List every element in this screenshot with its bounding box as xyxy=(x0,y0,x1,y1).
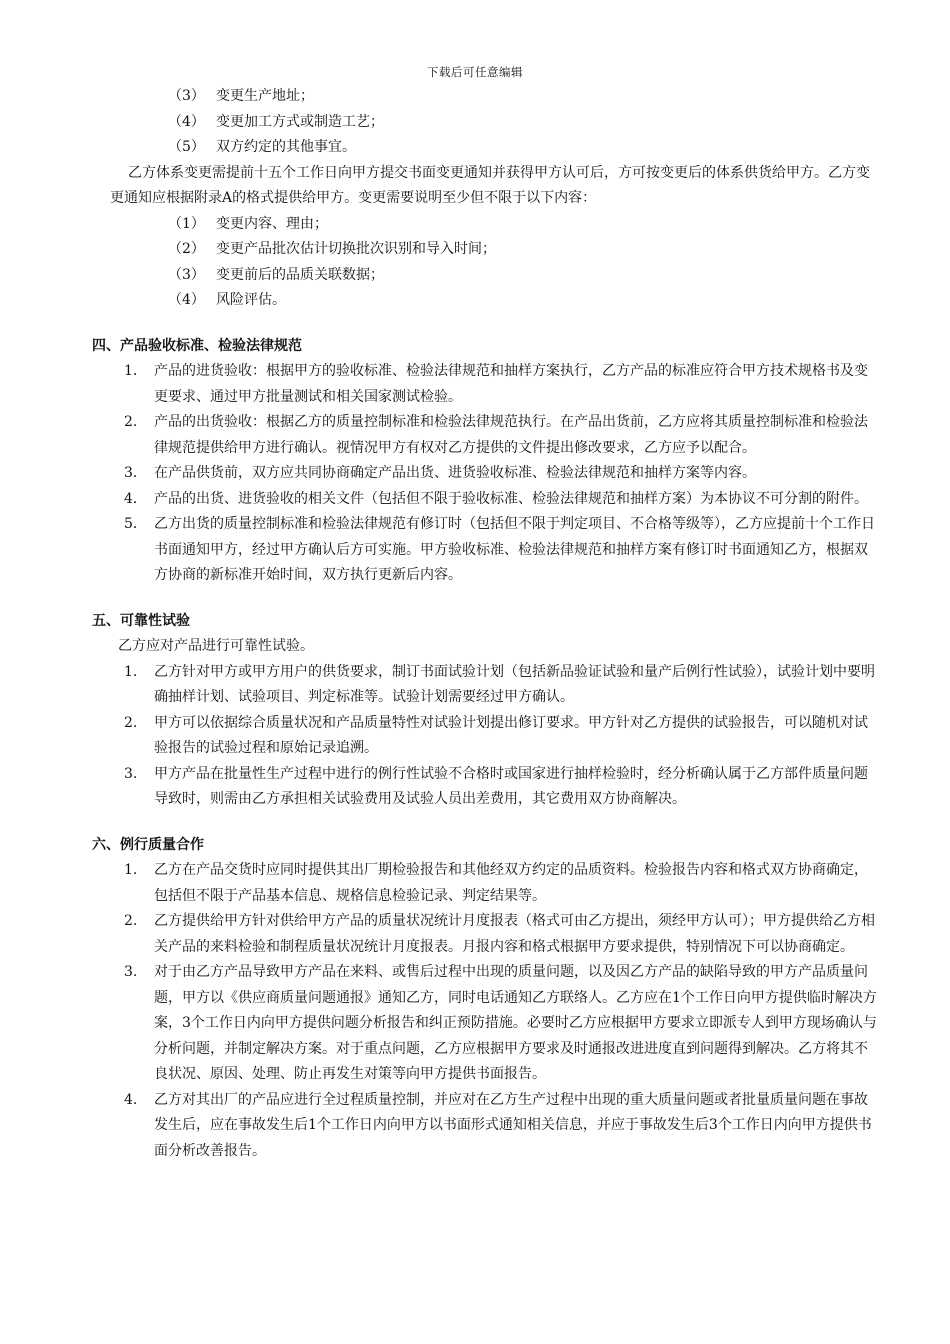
section-heading: 四、产品验收标准、检验法律规范 xyxy=(92,337,302,354)
list-item: 1. 乙方针对甲方或甲方用户的供货要求，制订书面试验计划（包括新品验证试验和量产后例行性试验），试验计划中要明确抽样计划、试验项目、判定标准等。试验计划需要经过甲方确认。 xyxy=(124,663,875,705)
list-item: 1． 产品的进货验收：根据甲方的验收标准、检验法律规范和抽样方案执行，乙方产品的标准应符合甲方技术规格书及变更要求、通过甲方批量测试和相关国家测试检验。 xyxy=(124,363,868,405)
document-body xyxy=(92,84,880,1164)
list-item: 3. 对于由乙方产品导致甲方产品在来料、或售后过程中出现的质量问题，以及因乙方产品的缺陷导致的甲方产品质量问题，甲方以《供应商质量问题通报》通知乙方，同时电话通知乙方联络人。乙方应在1个工作日向甲方提供临时解决方案，3个工作日内向甲方提供问题分析报告和纠正预防措施。必要时乙方应根据甲方要求立即派专人到甲方现场确认与分析问题，并制定解决方案。对于重点问题，乙方应根据甲方要求及时通报改进进度直到问题得到解决。乙方将其不良状况、原因、处理、防止再发生对策等向甲方提供书面报告。 xyxy=(124,964,877,1082)
list-item: （3） 变更前后的品质关联数据； xyxy=(168,266,384,283)
list-item: 2. 甲方可以依据综合质量状况和产品质量特性对试验计划提出修订要求。甲方针对乙方提供的试验报告，可以随机对试验报告的试验过程和原始记录追溯。 xyxy=(124,714,868,756)
list-item: （1） 变更内容、理由； xyxy=(168,215,328,232)
list-item: 2． 产品的出货验收：根据乙方的质量控制标准和检验法律规范执行。在产品出货前，乙方应将其质量控制标准和检验法律规范提供给甲方进行确认。视情况甲方有权对乙方提供的文件提出修改要求，乙方应予以配合。 xyxy=(124,414,868,456)
list-item: 4. 乙方对其出厂的产品应进行全过程质量控制，并应对在乙方生产过程中出现的重大质量问题或者批量质量问题在事故发生后，应在事故发生后1个工作日内向甲方以书面形式通知相关信息，并应于事故发生后3个工作日内向甲方提供书面分析改善报告。 xyxy=(124,1091,872,1159)
list-item: （5） 双方约定的其他事宜。 xyxy=(168,139,356,155)
list-item: 4． 产品的出货、进货验收的相关文件（包括但不限于验收标准、检验法律规范和抽样方案）为本协议不可分割的附件。 xyxy=(124,490,868,507)
list-item: 3． 在产品供货前，双方应共同协商确定产品出货、进货验收标准、检验法律规范和抽样方案等内容。 xyxy=(124,465,756,481)
section-heading: 六、例行质量合作 xyxy=(92,836,204,853)
list-item: （3） 变更生产地址； xyxy=(168,88,314,104)
list-item: 3. 甲方产品在批量性生产过程中进行的例行性试验不合格时或国家进行抽样检验时，经分析确认属于乙方部件质量问题导致时，则需由乙方承担相关试验费用及试验人员出差费用，其它费用双方协商解决。 xyxy=(124,765,868,807)
list-item: 1. 乙方在产品交货时应同时提供其出厂期检验报告和其他经双方约定的品质资料。检验报告内容和格式双方协商确定，包括但不限于产品基本信息、规格信息检验记录、判定结果等。 xyxy=(124,862,868,904)
list-item: 2. 乙方提供给甲方针对供给甲方产品的质量状况统计月度报表（格式可由乙方提出，须经甲方认可）；甲方提供给乙方相关产品的来料检验和制程质量状况统计月度报表。月报内容和格式根据甲方要求提供，特别情况下可以协商确定。 xyxy=(124,913,875,955)
list-item: （4） 风险评估。 xyxy=(168,292,286,308)
list-item: （4） 变更加工方式或制造工艺； xyxy=(168,113,384,130)
page-header: 下载后可任意编辑 xyxy=(427,65,523,79)
list-item: 5． 乙方出货的质量控制标准和检验法律规范有修订时（包括但不限于判定项目、不合格等级等），乙方应提前十个工作日书面通知甲方，经过甲方确认后方可实施。甲方验收标准、检验法律规范和抽样方案有修订时书面通知乙方，根据双方协商的新标准开始时间，双方执行更新后内容。 xyxy=(124,516,875,583)
list-item: （2） 变更产品批次估计切换批次识别和导入时间； xyxy=(168,241,496,257)
section-intro: 乙方应对产品进行可靠性试验。 xyxy=(118,638,314,654)
section-heading: 五、可靠性试验 xyxy=(92,612,190,629)
change-paragraph: 乙方体系变更需提前十五个工作日向甲方提交书面变更通知并获得甲方认可后，方可按变更后的体系供货给甲方。乙方变更通知应根据附录A的格式提供给甲方。变更需要说明至少但不限于以下内容： xyxy=(110,164,870,206)
